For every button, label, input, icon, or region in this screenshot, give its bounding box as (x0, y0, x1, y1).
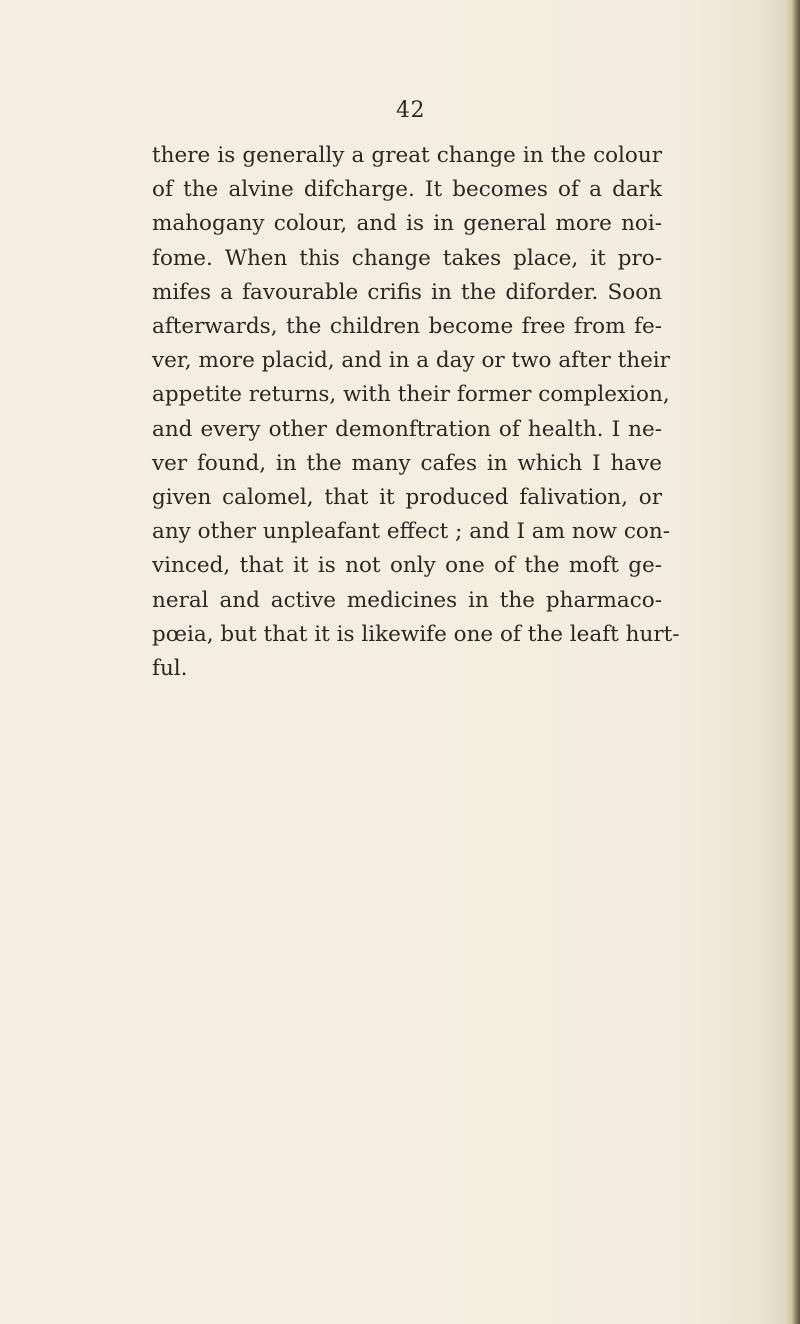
text-line: pœia, but that it is likewife one of the leaft hurt- (152, 621, 680, 647)
text-line: of the alvine difcharge. It becomes of a dark (152, 177, 662, 203)
text-line: neral and active medicines in the pharmaco- (152, 587, 662, 613)
text-line: appetite returns, with their former complexion, (152, 382, 670, 408)
page-edge-shadow (786, 0, 800, 1324)
page-number: 42 (396, 98, 425, 123)
text-line: there is generally a great change in the colour (152, 143, 662, 168)
text-line: mahogany colour, and is in general more noi- (152, 211, 662, 237)
text-line: afterwards, the children become free from fe- (152, 314, 662, 340)
text-line: mifes a favourable crifis in the diforder. Soon (152, 279, 662, 305)
text-line: vinced, that it is not only one of the moft ge- (152, 553, 662, 579)
text-line: any other unpleafant effect ; and I am now con- (152, 519, 670, 545)
text-line: fome. When this change takes place, it pro- (152, 245, 662, 271)
text-line: and every other demonftration of health. I ne- (152, 416, 662, 442)
text-line: ver found, in the many cafes in which I have (152, 450, 662, 476)
text-line: ver, more placid, and in a day or two after their (152, 348, 670, 374)
text-line: ful. (152, 656, 188, 682)
body-text (152, 139, 680, 686)
text-line: given calomel, that it produced falivation, or (152, 485, 662, 511)
